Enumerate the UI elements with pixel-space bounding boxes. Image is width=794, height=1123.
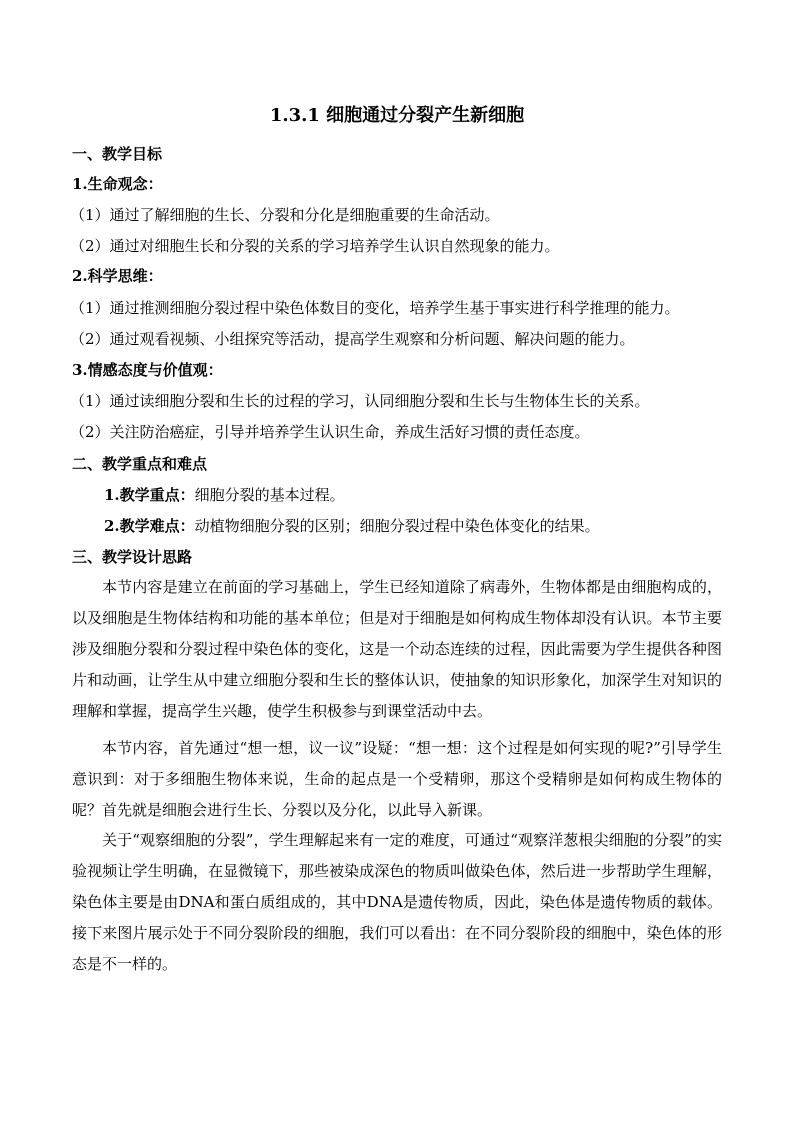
objective-item: （2）关注防治癌症，引导并培养学生认识生命，养成生活好习惯的责任态度。 — [70, 423, 590, 441]
section-heading-key-points: 二、教学重点和难点 — [72, 455, 208, 473]
objective-item: （1）通过推测细胞分裂过程中染色体数目的变化，培养学生基于事实进行科学推理的能力。 — [70, 299, 680, 317]
body-paragraph: 本节内容是建立在前面的学习基础上，学生已经知道除了病毒外，生物体都是由细胞构成的，以及细胞是生物体结构和功能的基本单位；但是对于细胞是如何构成生物体却没有认识。本节主要涉及细胞分裂和分裂过程中染色体的变化，这是一个动态连续的过程，因此需要为学生提供各种图片和动画，让学生从中建立细胞分裂和生长的整体认识，使抽象的知识形象化，加深学生对知识的理解和掌握，提高学生兴趣，使学生积极参与到课堂活动中去。 — [72, 578, 722, 720]
difficult-point-row — [104, 515, 600, 537]
section-heading-design-approach: 三、教学设计思路 — [72, 548, 193, 566]
difficult-point-text: 动植物细胞分裂的区别；细胞分裂过程中染色体变化的结果。 — [194, 517, 600, 535]
subheading-life-concept: 1.生命观念： — [72, 175, 163, 193]
key-point-text: 细胞分裂的基本过程。 — [194, 486, 345, 504]
difficult-point-label: 2.教学难点： — [104, 517, 195, 535]
body-paragraph: 本节内容，首先通过“想一想，议一议”设疑：“想一想：这个过程是如何实现的呢?”引导学生意识到：对于多细胞生物体来说，生命的起点是一个受精卵，那这个受精卵是如何构成生物体的呢？首先就是细胞会进行生长、分裂以及分化，以此导入新课。 — [72, 739, 722, 819]
body-paragraph: 关于“观察细胞的分裂”，学生理解起来有一定的难度，可通过“观察洋葱根尖细胞的分裂”的实验视频让学生明确，在显微镜下，那些被染成深色的物质叫做染色体，然后进一步帮助学生理解，染色体主要是由DNA和蛋白质组成的，其中DNA是遗传物质，因此，染色体是遗传物质的载体。接下来图片展示处于不同分裂阶段的细胞，我们可以看出：在不同分裂阶段的细胞中，染色体的形态是不一样的。 — [72, 831, 722, 973]
subheading-scientific-thinking: 2.科学思维： — [72, 267, 163, 285]
key-point-row — [104, 484, 345, 506]
subheading-attitude-values: 3.情感态度与价值观： — [72, 361, 223, 379]
objective-item: （1）通过读细胞分裂和生长的过程的学习，认同细胞分裂和生长与生物体生长的关系。 — [70, 392, 650, 410]
document-title: 1.3.1 细胞通过分裂产生新细胞 — [269, 105, 525, 126]
key-point-label: 1.教学重点： — [104, 486, 195, 504]
objective-item: （1）通过了解细胞的生长、分裂和分化是细胞重要的生命活动。 — [70, 206, 500, 224]
section-heading-objectives: 一、教学目标 — [72, 145, 163, 163]
objective-item: （2）通过对细胞生长和分裂的关系的学习培养学生认识自然现象的能力。 — [70, 237, 560, 255]
objective-item: （2）通过观看视频、小组探究等活动，提高学生观察和分析问题、解决问题的能力。 — [70, 330, 635, 348]
